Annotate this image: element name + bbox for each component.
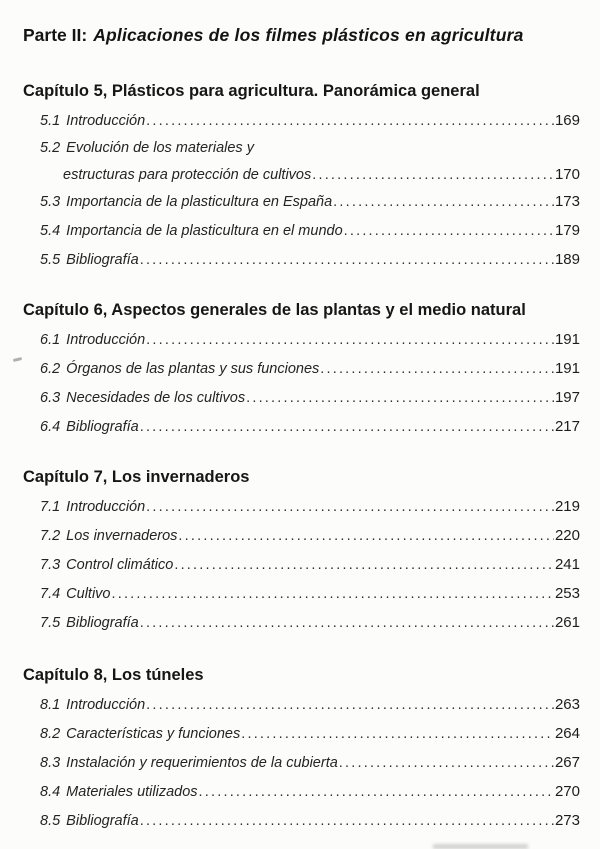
entry-number: 6.3 xyxy=(40,390,61,406)
toc-entry xyxy=(40,245,580,274)
entry-page-number: 261 xyxy=(554,614,580,631)
dot-leader xyxy=(112,580,554,609)
toc-section-chapter-5 xyxy=(23,81,580,274)
toc-section-chapter-7 xyxy=(23,467,580,637)
entry-page-number: 179 xyxy=(554,222,580,239)
toc-entry xyxy=(40,806,580,835)
toc-entry xyxy=(40,690,580,719)
toc-entry xyxy=(40,777,580,806)
entry-number: 7.1 xyxy=(40,499,61,515)
toc-entry xyxy=(40,325,580,354)
entry-title: Bibliografía xyxy=(66,419,139,435)
dot-leader xyxy=(199,778,554,807)
entry-page-number: 197 xyxy=(554,389,580,406)
entry-number: 8.5 xyxy=(40,813,61,829)
entry-title: Importancia de la plasticultura en España xyxy=(66,194,333,210)
entry-number: 5.1 xyxy=(40,113,61,129)
entry-number: 5.5 xyxy=(40,252,61,268)
dot-leader xyxy=(344,217,554,246)
chapter-entries xyxy=(23,690,580,835)
toc-entry xyxy=(40,608,580,637)
entry-title: Introducción xyxy=(66,113,146,129)
toc-entry xyxy=(40,719,580,748)
toc-section-chapter-8 xyxy=(23,665,580,835)
entry-page-number: 273 xyxy=(554,812,580,829)
part-title-prefix: Parte II: xyxy=(23,25,88,45)
entry-number: 5.2 xyxy=(40,140,61,156)
toc-entry xyxy=(40,135,580,187)
entry-title: Bibliografía xyxy=(66,615,139,631)
entry-title: Características y funciones xyxy=(66,726,241,742)
entry-title: Introducción xyxy=(66,499,146,515)
entry-title: Introducción xyxy=(66,332,146,348)
entry-page-number: 189 xyxy=(554,251,580,268)
chapter-heading: Capítulo 8, Los túneles xyxy=(23,666,204,684)
toc-entry xyxy=(40,187,580,216)
entry-title: Órganos de las plantas y sus funciones xyxy=(66,361,320,377)
toc-entry xyxy=(40,412,580,441)
chapter-entries xyxy=(23,492,580,637)
entry-number: 7.2 xyxy=(40,528,61,544)
entry-page-number: 170 xyxy=(554,166,580,183)
entry-page-number: 217 xyxy=(554,418,580,435)
dot-leader xyxy=(241,720,554,749)
entry-page-number: 191 xyxy=(554,360,580,377)
toc-entry xyxy=(40,354,580,383)
entry-number: 5.3 xyxy=(40,194,61,210)
scan-edge-shadow xyxy=(433,844,528,849)
entry-title: Bibliografía xyxy=(66,813,139,829)
dot-leader xyxy=(333,188,554,217)
entry-title: Cultivo xyxy=(66,586,111,602)
entry-title: Introducción xyxy=(66,697,146,713)
dot-leader xyxy=(174,551,554,580)
entry-page-number: 219 xyxy=(554,498,580,515)
toc-entry xyxy=(40,550,580,579)
chapter-heading: Capítulo 7, Los invernaderos xyxy=(23,468,250,486)
entry-page-number: 191 xyxy=(554,331,580,348)
toc-entry xyxy=(40,521,580,550)
entry-title: Necesidades de los cultivos xyxy=(66,390,246,406)
entry-line-1 xyxy=(40,135,580,162)
toc-entry xyxy=(40,216,580,245)
entry-title: Los invernaderos xyxy=(66,528,178,544)
dot-leader xyxy=(146,493,554,522)
entry-page-number: 263 xyxy=(554,696,580,713)
dot-leader xyxy=(178,522,554,551)
chapter-entries xyxy=(23,106,580,274)
entry-title: Bibliografía xyxy=(66,252,139,268)
toc-entry xyxy=(40,383,580,412)
entry-page-number: 169 xyxy=(554,112,580,129)
dot-leader xyxy=(339,749,554,778)
dot-leader xyxy=(140,413,554,442)
part-title-text: Aplicaciones de los filmes plásticos en agricultura xyxy=(93,25,524,45)
entry-number: 7.3 xyxy=(40,557,61,573)
entry-page-number: 253 xyxy=(554,585,580,602)
toc-entry xyxy=(40,748,580,777)
entry-number: 5.4 xyxy=(40,223,61,239)
entry-title: Materiales utilizados xyxy=(66,784,198,800)
part-title xyxy=(23,25,580,45)
entry-line-2 xyxy=(40,162,580,187)
dot-leader xyxy=(146,691,554,720)
entry-page-number: 220 xyxy=(554,527,580,544)
entry-number: 6.1 xyxy=(40,332,61,348)
entry-title: Control climático xyxy=(66,557,174,573)
chapter-heading: Capítulo 5, Plásticos para agricultura. Panorámica general xyxy=(23,82,480,100)
entry-number: 6.4 xyxy=(40,419,61,435)
entry-number: 7.4 xyxy=(40,586,61,602)
dot-leader xyxy=(320,355,554,384)
entry-title: Instalación y requerimientos de la cubierta xyxy=(66,755,338,771)
entry-number: 8.4 xyxy=(40,784,61,800)
entry-title: Evolución de los materiales y xyxy=(66,140,254,156)
dot-leader xyxy=(146,326,554,355)
entry-number: 8.3 xyxy=(40,755,61,771)
entry-page-number: 267 xyxy=(554,754,580,771)
dot-leader xyxy=(140,609,554,638)
entry-title-continued: estructuras para protección de cultivos xyxy=(63,167,312,183)
entry-number: 6.2 xyxy=(40,361,61,377)
entry-page-number: 264 xyxy=(554,725,580,742)
entry-page-number: 241 xyxy=(554,556,580,573)
entry-title: Importancia de la plasticultura en el mundo xyxy=(66,223,343,239)
chapter-entries xyxy=(23,325,580,441)
dot-leader xyxy=(146,107,554,136)
entry-page-number: 173 xyxy=(554,193,580,210)
entry-number: 8.1 xyxy=(40,697,61,713)
toc-entry xyxy=(40,106,580,135)
toc-entry xyxy=(40,579,580,608)
dot-leader xyxy=(140,807,554,836)
entry-number: 7.5 xyxy=(40,615,61,631)
toc-entry xyxy=(40,492,580,521)
dot-leader xyxy=(312,163,554,188)
entry-number: 8.2 xyxy=(40,726,61,742)
entry-page-number: 270 xyxy=(554,783,580,800)
chapter-heading: Capítulo 6, Aspectos generales de las plantas y el medio natural xyxy=(23,301,526,319)
dot-leader xyxy=(140,246,554,275)
toc-section-chapter-6 xyxy=(23,300,580,441)
dot-leader xyxy=(246,384,554,413)
